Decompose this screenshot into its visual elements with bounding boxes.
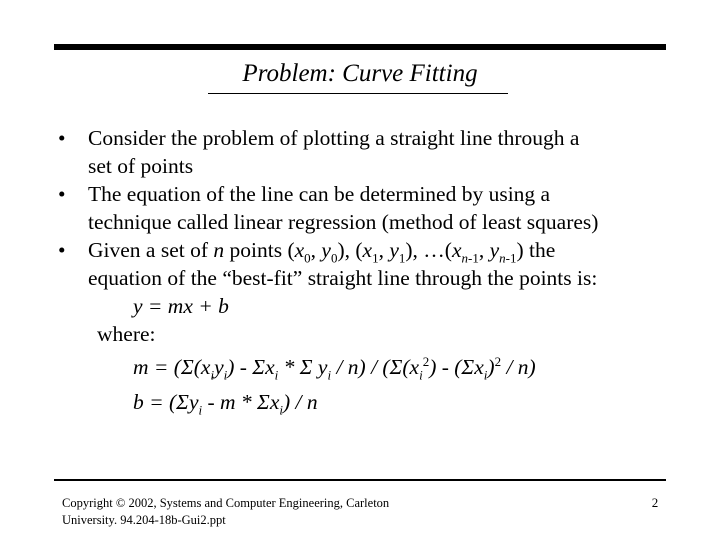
copyright-footer: Copyright © 2002, Systems and Computer Engineering, Carleton University. 94.204-18b-Gui2.ppt [62, 496, 390, 527]
m-formula: $m = (\Sigma(x_iy_i) - \Sigma x_i * \Sigma$ $y_i / n) / (\Sigma(x_i^2) - (\Sigma x_i)^2 / n)$ [133, 353, 536, 383]
page-number: 2 [651, 495, 659, 510]
line-equation: y = mx + b [133, 294, 229, 318]
bullet-text-line: technique called linear regression (method of least squares) [88, 210, 599, 234]
bullet-dot: • [58, 126, 66, 150]
bullet-item [58, 124, 678, 180]
bullet-text-line: equation of the “best-fit” straight line through the points is: [88, 266, 598, 290]
bullet-text-line: Consider the problem of plotting a straight line through a [88, 126, 580, 150]
where-label: where: [97, 322, 156, 346]
bullet-item [58, 236, 678, 292]
bullet-item [58, 180, 678, 236]
equations-block [58, 292, 678, 432]
points-list: $x_0$, $y_0$), ($x_1$, $y_1$), $\dots(x_{n-1}$, $y_{n-1}$) the [294, 238, 556, 266]
bullet-dot: • [58, 182, 66, 206]
title-underline [208, 93, 508, 94]
bullet-text-line: Given a set of n points ($x_0$, $y_0$), ($x_1$, $y_1$), $\dots(x_{n-1}$, $y_{n-1}$) the [88, 238, 556, 266]
footer-rule [54, 479, 666, 481]
bullet-text-line: set of points [88, 154, 194, 178]
b-formula: $b = (\Sigma y_i - m * \Sigma x_i) / n$ [133, 390, 318, 418]
slide-title: Problem: Curve Fitting [242, 60, 478, 87]
slide-body [58, 124, 678, 432]
bullet-text-line: The equation of the line can be determined by using a [88, 182, 551, 206]
var-n: n [213, 238, 225, 262]
bullet-dot: • [58, 238, 66, 262]
top-rule [54, 44, 666, 50]
